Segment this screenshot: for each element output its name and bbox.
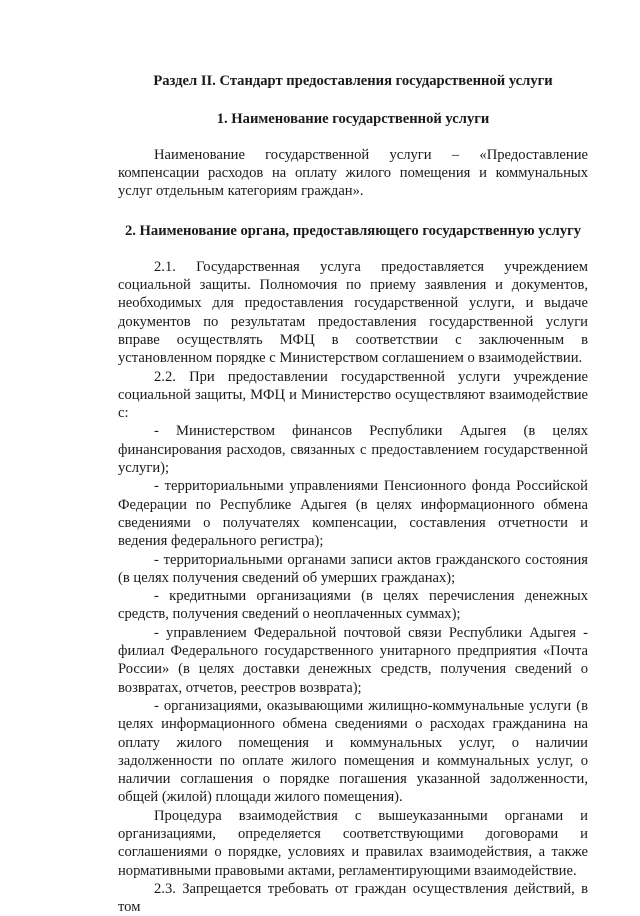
list-item-postal-service: - управлением Федеральной почтовой связи Республики Адыгея - филиал Федерального государственного унитарного предприятия «Почта России» (в целях доставки денежных средств, получения сведений о возвратах, отчетов, реестров возврата); (118, 624, 588, 696)
document-page (118, 72, 588, 916)
paragraph-procedure: Процедура взаимодействия с вышеуказанными органами и организациями, определяется соответствующими договорами и соглашениями о порядке, условиях и правилах взаимодействия, а также нормативными правовыми актами, регламентирующими взаимодействие. (118, 807, 588, 879)
subsection-1-title: 1. Наименование государственной услуги (216, 111, 490, 128)
list-item-ministry-finance: - Министерством финансов Республики Адыгея (в целях финансирования расходов, связанных с предоставлением государственной услуги); (118, 423, 588, 477)
list-item-pension-fund: - территориальными управлениями Пенсионного фонда Российской Федерации по Республике Адыгея (в целях информационного обмена сведениями о получателях компенсации, составления отчетности и ведения федерального регистра); (118, 478, 588, 550)
list-item-housing-services: - организациями, оказывающими жилищно-коммунальные услуги (в целях информационного обмена сведениями о расходах гражданина на оплату жилого помещения и коммунальных услуг, о наличии задолженности по оплате жилого помещения и коммунальных услуг, о наличии соглашения о порядке погашения указанной задолженности, общей (жилой) площади жилого помещения). (118, 697, 588, 806)
list-item-civil-registry: - территориальными органами записи актов гражданского состояния (в целях получения сведений об умерших гражданах); (118, 551, 588, 586)
section-title: Раздел II. Стандарт предоставления государственной услуги (153, 73, 553, 89)
subsection-2-title: 2. Наименование органа, предоставляющего государственную услугу (124, 223, 582, 240)
subsection-1-paragraph: Наименование государственной услуги – «Предоставление компенсации расходов на оплату жилого помещения и коммунальных услуг отдельным категориям граждан». (118, 146, 588, 200)
paragraph-2-3: 2.3. Запрещается требовать от граждан осуществления действий, в том (118, 880, 588, 916)
paragraph-2-1: 2.1. Государственная услуга предоставляется учреждением социальной защиты. Полномочия по приему заявления и документов, необходимых для предоставления государственной услуги, и выдаче документов по результатам предоставления государственной услуги вправе осуществлять МФЦ в соответствии с заключенным в установленном порядке с Министерством соглашением о взаимодействии. (118, 258, 588, 367)
list-item-credit-organizations: - кредитными организациями (в целях перечисления денежных средств, получения сведений о неоплаченных суммах); (118, 588, 588, 623)
paragraph-2-2: 2.2. При предоставлении государственной услуги учреждение социальной защиты, МФЦ и Министерство осуществляют взаимодействие с: (118, 368, 588, 422)
